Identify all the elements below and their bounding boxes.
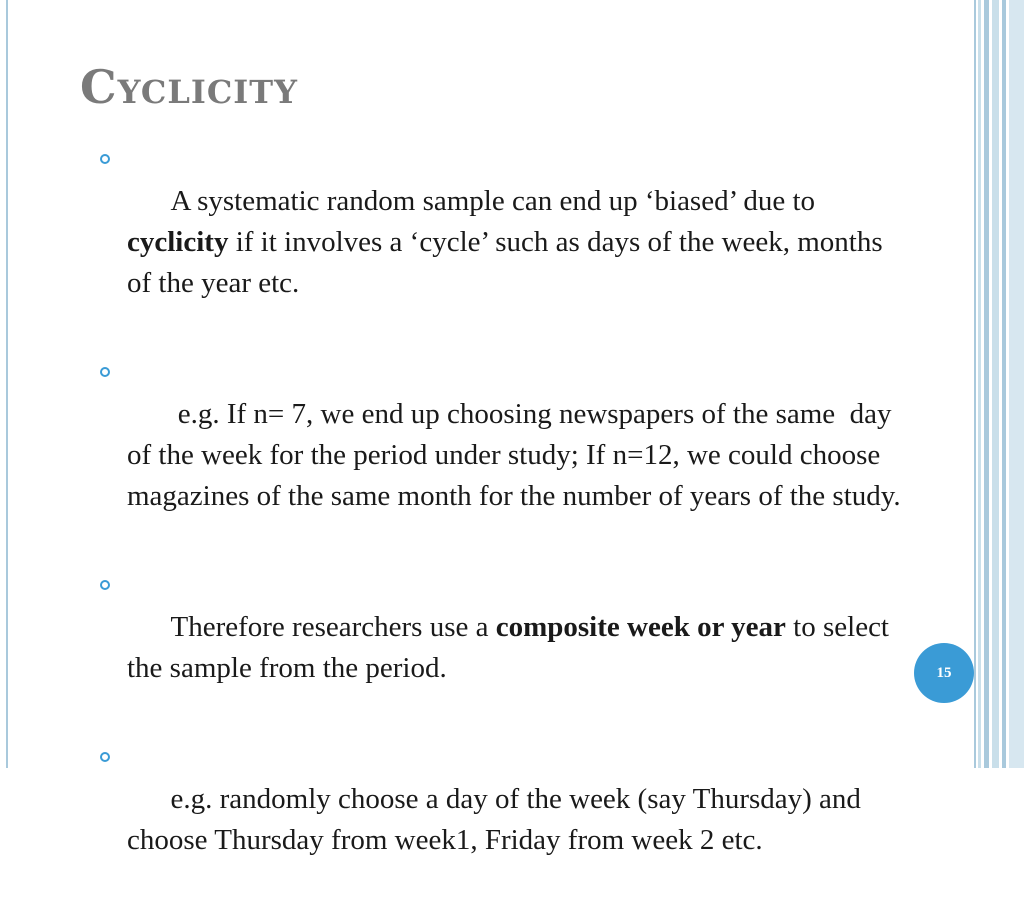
ring-bullet-icon	[100, 752, 110, 762]
decorative-stripe	[978, 0, 981, 768]
page-number-badge: 15	[914, 643, 974, 703]
slide-title: Cyclicity	[80, 60, 298, 114]
bullet-text: if it involves a ‘cycle’ such as days of the week, months of the year etc.	[127, 226, 890, 299]
bullet-list	[96, 140, 906, 910]
decorative-stripe	[984, 0, 989, 768]
decorative-stripe	[1009, 0, 1024, 768]
bullet-text: e.g. randomly choose a day of the week (say Thursday) and choose Thursday from week1, Friday from week 2 etc.	[127, 783, 869, 856]
ring-bullet-icon	[100, 580, 110, 590]
decorative-stripe	[1002, 0, 1006, 768]
bullet-item	[96, 353, 906, 558]
bullet-text: e.g. If n= 7, we end up choosing newspapers of the same day of the week for the period under study; If n=12, we could choose magazines of the same month for the number of years of the study.	[127, 398, 901, 512]
ring-bullet-icon	[100, 154, 110, 164]
decorative-stripe	[992, 0, 999, 768]
bullet-item	[96, 140, 906, 345]
bullet-text: to select the sample from the period.	[127, 611, 897, 684]
bullet-item	[96, 566, 906, 730]
ring-bullet-icon	[100, 367, 110, 377]
bullet-bold-text: composite week or year	[495, 611, 786, 643]
bullet-text: A systematic random sample can end up ‘biased’ due to	[170, 185, 823, 217]
bullet-text: Therefore researchers use a	[170, 611, 496, 643]
bullet-bold-text: cyclicity	[127, 226, 229, 258]
bullet-item	[96, 738, 906, 902]
